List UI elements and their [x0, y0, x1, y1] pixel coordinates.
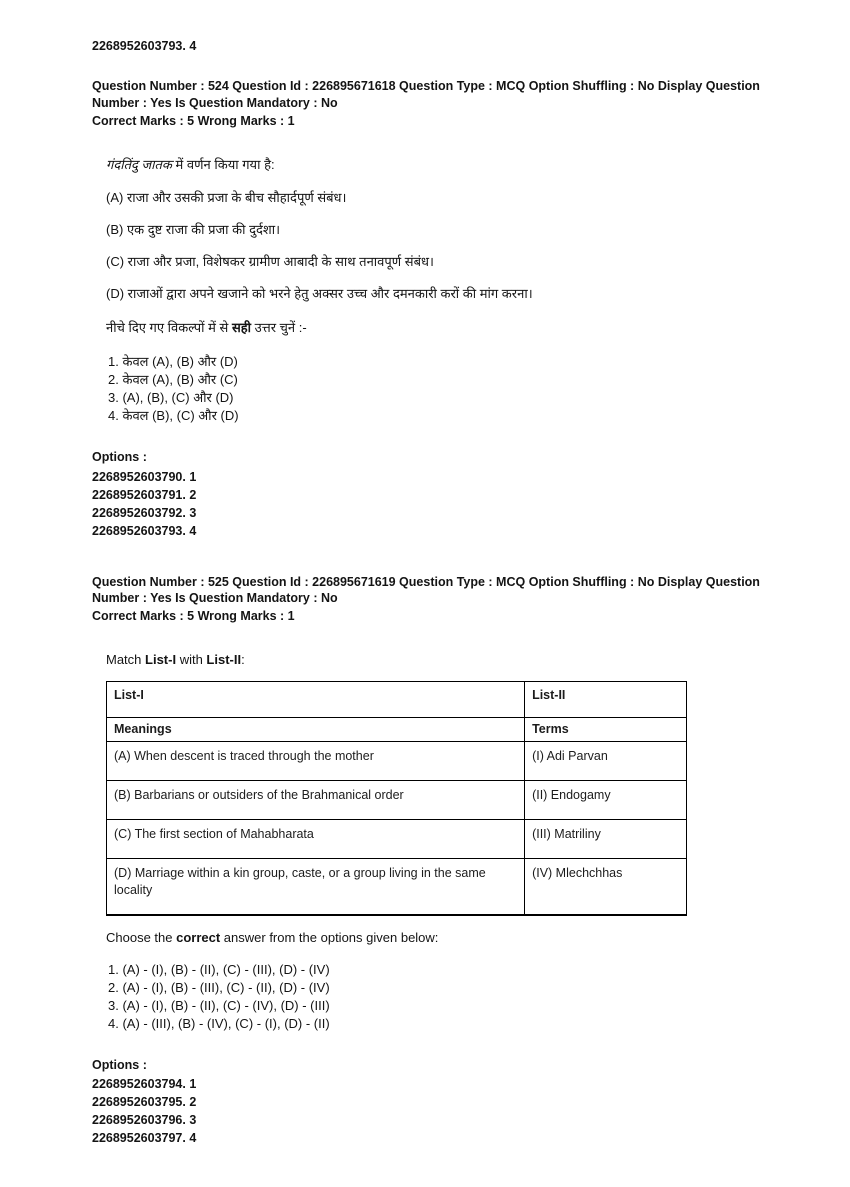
statement-d: (D) राजाओं द्वारा अपने खजाने को भरने हेतु अक्सर उच्च और दमनकारी करों की मांग करना।: [106, 285, 533, 301]
question-525-choices: [108, 961, 770, 1033]
options-label: Options :: [92, 1057, 147, 1072]
option-id-2: 2268952603795. 2: [92, 1095, 197, 1110]
table-subheader-row: [107, 718, 687, 741]
row-d-meaning: (D) Marriage within a kin group, caste, or a group living in the same locality: [107, 859, 525, 915]
match-list1: List-I: [145, 652, 177, 668]
row-c-term: (III) Matriliny: [525, 820, 687, 859]
row-c-meaning: (C) The first section of Mahabharata: [107, 820, 525, 859]
question-524-meta: Question Number : 524 Question Id : 226895671618 Question Type : MCQ Option Shuffling : No Display Question Number : Yes Is Question Mandatory : No: [92, 79, 760, 110]
choice-2: 2. (A) - (I), (B) - (III), (C) - (II), (D) - (IV): [108, 979, 330, 995]
choice-3: 3. (A) - (I), (B) - (II), (C) - (IV), (D) - (III): [108, 997, 330, 1013]
choice-4: 4. (A) - (III), (B) - (IV), (C) - (I), (D) - (II): [108, 1015, 330, 1031]
choice-4: 4. केवल (B), (C) और (D): [108, 408, 239, 424]
question-525-stem: [106, 652, 770, 669]
choice-2: 2. केवल (A), (B) और (C): [108, 372, 238, 388]
match-suffix: :: [241, 652, 245, 668]
question-525-body: [106, 652, 770, 1033]
statement-b: (B) एक दुष्ट राजा की प्रजा की दुर्दशा।: [106, 221, 281, 237]
table-row: [107, 780, 687, 819]
option-id-3: 2268952603792. 3: [92, 505, 197, 520]
match-table: [106, 681, 687, 916]
question-524-stem-title: गंदतिंदु जातक: [106, 157, 172, 172]
match-mid: with: [176, 652, 207, 668]
terms-header: Terms: [525, 718, 687, 741]
option-id-2: 2268952603791. 2: [92, 487, 197, 502]
page-header-code: 2268952603793. 4: [92, 39, 197, 53]
choose-bold: correct: [176, 929, 221, 945]
choose-prefix: Choose the: [106, 929, 177, 945]
question-525-meta: Question Number : 525 Question Id : 226895671619 Question Type : MCQ Option Shuffling : No Display Question Number : Yes Is Question Mandatory : No: [92, 574, 760, 605]
option-id-4: 2268952603797. 4: [92, 1131, 197, 1146]
row-d-term: (IV) Mlechchhas: [525, 859, 687, 915]
list1-header: List-I: [107, 682, 525, 718]
question-525-marks: Correct Marks : 5 Wrong Marks : 1: [92, 609, 295, 624]
match-prefix: Match: [106, 652, 146, 668]
choice-1: 1. (A) - (I), (B) - (II), (C) - (III), (D) - (IV): [108, 961, 330, 977]
question-524-stem: [106, 157, 770, 174]
row-b-meaning: (B) Barbarians or outsiders of the Brahmanical order: [107, 780, 525, 819]
option-id-1: 2268952603790. 1: [92, 469, 197, 484]
table-row: [107, 859, 687, 915]
question-524-choices: [108, 353, 770, 425]
option-id-1: 2268952603794. 1: [92, 1077, 197, 1092]
table-row: [107, 741, 687, 780]
question-525-options: [92, 1057, 770, 1147]
table-header-row: [107, 682, 687, 718]
question-524: [92, 78, 770, 539]
row-a-term: (I) Adi Parvan: [525, 741, 687, 780]
options-label: Options :: [92, 450, 147, 465]
question-525-choose-line: [106, 930, 770, 947]
question-524-stem-rest: में वर्णन किया गया है:: [171, 157, 275, 172]
question-525: [92, 574, 770, 1148]
choice-1: 1. केवल (A), (B) और (D): [108, 354, 238, 370]
match-list2: List-II: [206, 652, 242, 668]
instruction-bold: सही: [231, 320, 252, 336]
option-id-3: 2268952603796. 3: [92, 1113, 197, 1128]
choice-3: 3. (A), (B), (C) और (D): [108, 390, 234, 406]
question-524-marks: Correct Marks : 5 Wrong Marks : 1: [92, 113, 295, 128]
question-524-options: [92, 449, 770, 539]
list2-header: List-II: [525, 682, 687, 718]
statement-a: (A) राजा और उसकी प्रजा के बीच सौहार्दपूर्ण संबंध।: [106, 189, 347, 205]
choose-suffix: answer from the options given below:: [220, 929, 439, 945]
table-row: [107, 820, 687, 859]
option-id-4: 2268952603793. 4: [92, 523, 197, 538]
meanings-header: Meanings: [107, 718, 525, 741]
question-524-body: [106, 157, 770, 425]
question-524-instruction: [106, 320, 770, 337]
instruction-suffix: उत्तर चुनें :-: [251, 320, 307, 336]
statement-c: (C) राजा और प्रजा, विशेषकर ग्रामीण आबादी के साथ तनावपूर्ण संबंध।: [106, 253, 434, 269]
row-a-meaning: (A) When descent is traced through the mother: [107, 741, 525, 780]
row-b-term: (II) Endogamy: [525, 780, 687, 819]
instruction-prefix: नीचे दिए गए विकल्पों में से: [106, 320, 232, 336]
